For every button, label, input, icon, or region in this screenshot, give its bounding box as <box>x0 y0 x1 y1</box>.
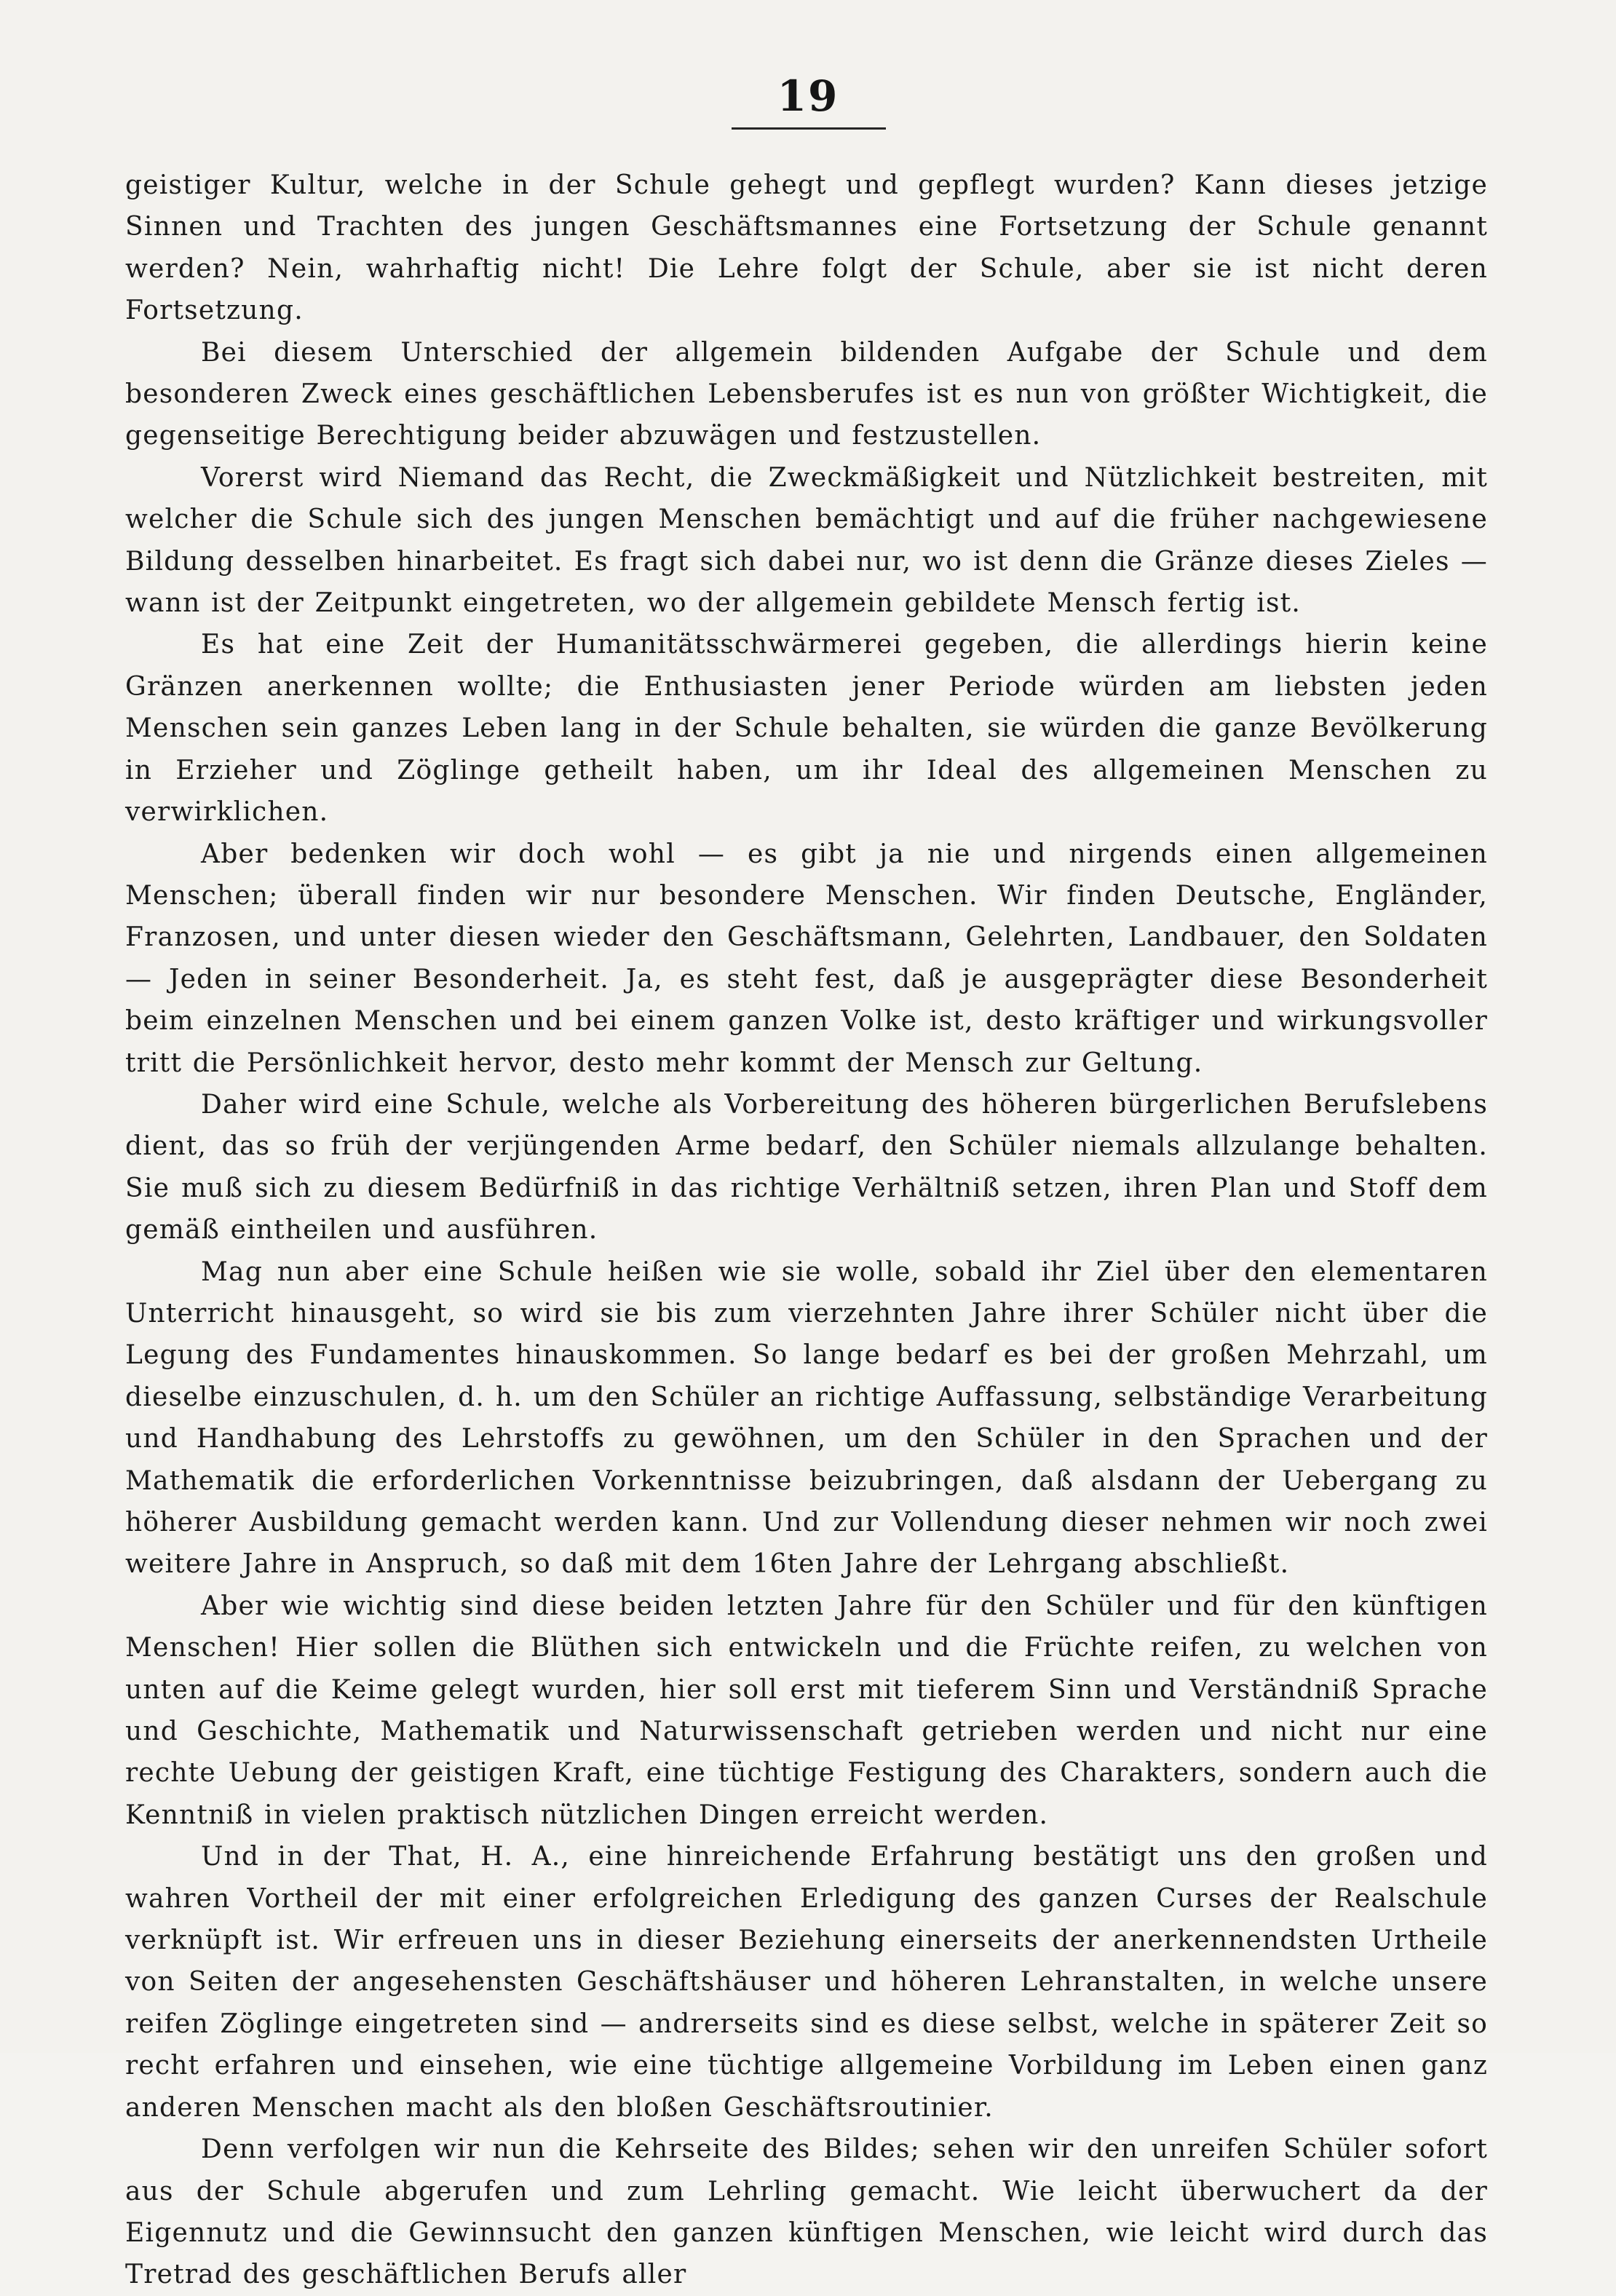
body-text <box>125 165 1488 2296</box>
paragraph-7: Mag nun aber eine Schule heißen wie sie wolle, sobald ihr Ziel über den elementaren Unterricht hinausgeht, so wird sie bis zum vierzehnten Jahre ihrer Schüler nicht über die Legung des Fundamentes hinauskommen. So lange bedarf es bei der großen Mehrzahl, um dieselbe einzuschulen, d. h. um den Schüler an richtige Auffassung, selbständige Verarbeitung und Handhabung des Lehrstoffs zu gewöhnen, um den Schüler in den Sprachen und der Mathematik die erforderlichen Vorkenntnisse beizubringen, daß alsdann der Uebergang zu höherer Ausbildung gemacht werden kann. Und zur Vollendung dieser nehmen wir noch zwei weitere Jahre in Anspruch, so daß mit dem 16ten Jahre der Lehrgang abschließt. <box>125 1256 1488 1580</box>
paragraph-2: Bei diesem Unterschied der allgemein bildenden Aufgabe der Schule und dem besonderen Zweck eines geschäftlichen Lebensberufes ist es nun von größter Wichtigkeit, die gegenseitige Berechtigung beider abzuwägen und festzustellen. <box>125 337 1488 451</box>
paragraph-9: Und in der That, H. A., eine hinreichende Erfahrung bestätigt uns den großen und wahren Vortheil der mit einer erfolgreichen Erledigung des ganzen Curses der Realschule verknüpft ist. Wir erfreuen uns in dieser Beziehung einerseits der anerkennendsten Urtheile von Seiten der angesehensten Geschäftshäuser und höheren Lehranstalten, in welche unsere reifen Zöglinge eingetreten sind — andrerseits sind es diese selbst, welche in späterer Zeit so recht erfahren und einsehen, wie eine tüchtige allgemeine Vorbildung im Leben einen ganz anderen Menschen macht als den bloßen Geschäftsroutinier. <box>125 1842 1488 2123</box>
paragraph-6: Daher wird eine Schule, welche als Vorbereitung des höheren bürgerlichen Berufslebens dient, das so früh der verjüngenden Arme bedarf, den Schüler niemals allzulange behalten. Sie muß sich zu diesem Bedürfniß in das richtige Verhältniß setzen, ihren Plan und Stoff dem gemäß eintheilen und ausführen. <box>125 1089 1488 1246</box>
page-number: 19 <box>777 71 839 121</box>
page-number-rule <box>732 127 886 130</box>
paragraph-10: Denn verfolgen wir nun die Kehrseite des Bildes; sehen wir den unreifen Schüler sofort aus der Schule abgerufen und zum Lehrling gemacht. Wie leicht überwuchert da der Eigennutz und die Gewinnsucht den ganzen künftigen Menschen, wie leicht wird durch das Tretrad des geschäftlichen Berufs aller <box>125 2134 1488 2290</box>
paragraph-5: Aber bedenken wir doch wohl — es gibt ja nie und nirgends einen allgemeinen Menschen; überall finden wir nur besondere Menschen. Wir finden Deutsche, Engländer, Franzosen, und unter diesen wieder den Geschäftsmann, Gelehrten, Landbauer, den Soldaten — Jeden in seiner Besonderheit. Ja, es steht fest, daß je ausgeprägter diese Besonderheit beim einzelnen Menschen und bei einem ganzen Volke ist, desto kräftiger und wirkungsvoller tritt die Persönlichkeit hervor, desto mehr kommt der Mensch zur Geltung. <box>125 839 1488 1078</box>
paragraph-4: Es hat eine Zeit der Humanitätsschwärmerei gegeben, die allerdings hierin keine Gränzen anerkennen wollte; die Enthusiasten jener Periode würden am liebsten jeden Menschen sein ganzes Leben lang in der Schule behalten, sie würden die ganze Bevölkerung in Erzieher und Zöglinge getheilt haben, um ihr Ideal des allgemeinen Menschen zu verwirklichen. <box>125 630 1488 828</box>
paragraph-1: geistiger Kultur, welche in der Schule gehegt und gepflegt wurden? Kann dieses jetzige Sinnen und Trachten des jungen Geschäftsmannes eine Fortsetzung der Schule genannt werden? Nein, wahrhaftig nicht! Die Lehre folgt der Schule, aber sie ist nicht deren Fortsetzung. <box>125 170 1488 326</box>
paragraph-3: Vorerst wird Niemand das Recht, die Zweckmäßigkeit und Nützlichkeit bestreiten, mit welcher die Schule sich des jungen Menschen bemächtigt und auf die früher nachgewiesene Bildung desselben hinarbeitet. Es fragt sich dabei nur, wo ist denn die Gränze dieses Zieles — wann ist der Zeitpunkt eingetreten, wo der allgemein gebildete Mensch fertig ist. <box>125 462 1488 619</box>
paragraph-8: Aber wie wichtig sind diese beiden letzten Jahre für den Schüler und für den künftigen Menschen! Hier sollen die Blüthen sich entwickeln und die Früchte reifen, zu welchen von unten auf die Keime gelegt wurden, hier soll erst mit tieferem Sinn und Verständniß Sprache und Geschichte, Mathematik und Naturwissenschaft getrieben werden und nicht nur eine rechte Uebung der geistigen Kraft, eine tüchtige Festigung des Charakters, sondern auch die Kenntniß in vielen praktisch nützlichen Dingen erreicht werden. <box>125 1591 1488 1830</box>
